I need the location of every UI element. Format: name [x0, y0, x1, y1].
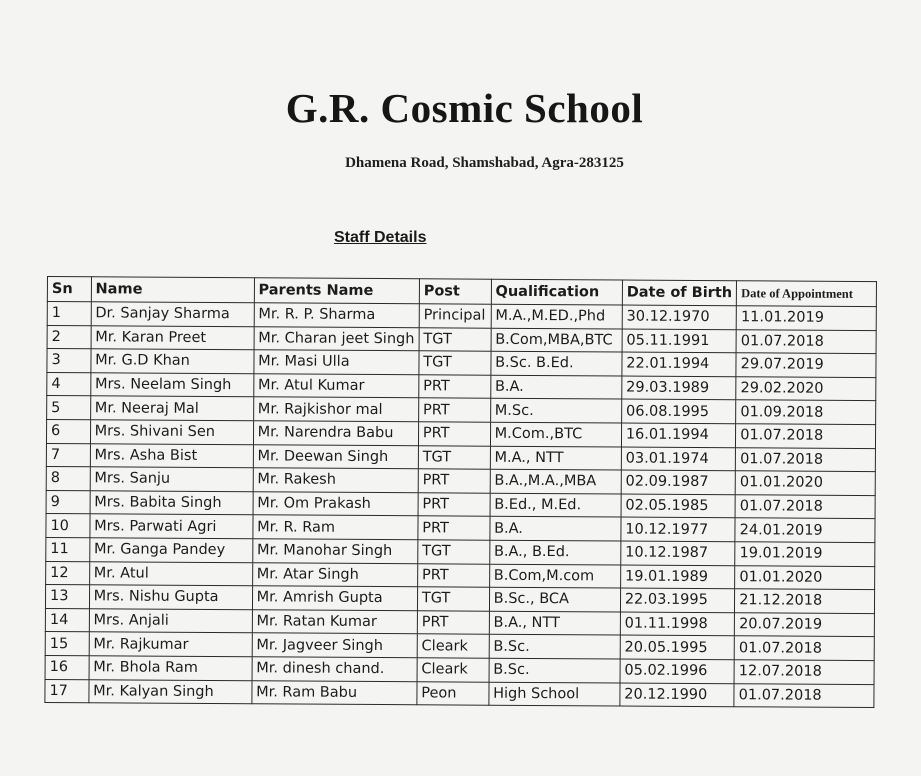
cell-name: Mrs. Nishu Gupta: [89, 585, 252, 610]
cell-parents-name: Mr. Jagveer Singh: [252, 633, 417, 658]
cell-date-of-appointment: 01.07.2018: [736, 424, 876, 448]
cell-date-of-birth: 22.03.1995: [620, 588, 735, 612]
cell-date-of-appointment: 29.02.2020: [736, 376, 876, 400]
cell-post: TGT: [418, 445, 490, 469]
cell-date-of-appointment: 21.12.2018: [735, 589, 875, 613]
cell-date-of-birth: 22.01.1994: [622, 352, 737, 376]
cell-qualification: B.Sc.: [489, 635, 620, 659]
cell-name: Mr. Ganga Pandey: [89, 538, 252, 563]
cell-name: Mrs. Shivani Sen: [90, 420, 253, 445]
cell-date-of-birth: 16.01.1994: [621, 423, 736, 447]
cell-qualification: B.Sc., BCA: [489, 587, 620, 611]
cell-sn: 2: [47, 325, 91, 349]
cell-name: Mrs. Anjali: [89, 608, 252, 633]
section-title: Staff Details: [334, 229, 427, 246]
cell-post: PRT: [418, 493, 490, 517]
cell-name: Mrs. Parwati Agri: [90, 514, 253, 539]
cell-name: Mrs. Sanju: [90, 467, 253, 492]
cell-qualification: B.A.: [490, 375, 621, 399]
cell-qualification: B.Sc.: [489, 658, 620, 682]
cell-date-of-appointment: 01.01.2020: [735, 471, 875, 495]
cell-name: Mr. Atul: [89, 561, 252, 586]
column-header-sn: Sn: [47, 277, 91, 302]
cell-qualification: B.A., B.Ed.: [489, 540, 620, 564]
cell-parents-name: Mr. Amrish Gupta: [252, 586, 417, 611]
cell-sn: 7: [46, 443, 90, 467]
cell-date-of-birth: 06.08.1995: [621, 399, 736, 423]
cell-post: PRT: [418, 516, 490, 540]
cell-post: TGT: [419, 351, 491, 375]
school-address: Dhamena Road, Shamshabad, Agra-283125: [345, 155, 624, 171]
column-header-date-of-appointment: Date of Appointment: [737, 281, 877, 307]
cell-sn: 16: [45, 655, 89, 679]
cell-qualification: B.A., NTT: [489, 611, 620, 635]
table-row: [45, 679, 874, 708]
cell-sn: 17: [45, 679, 89, 703]
cell-sn: 1: [47, 302, 91, 326]
cell-qualification: B.Com,M.com: [489, 564, 620, 588]
cell-qualification: B.A.: [490, 517, 621, 541]
column-header-parents-name: Parents Name: [254, 278, 419, 304]
school-title: G.R. Cosmic School: [285, 85, 644, 131]
cell-date-of-appointment: 01.07.2018: [734, 636, 874, 660]
cell-post: PRT: [417, 563, 489, 587]
cell-date-of-appointment: 19.01.2019: [735, 542, 875, 566]
column-header-date-of-birth: Date of Birth: [622, 280, 737, 306]
cell-date-of-appointment: 29.07.2019: [736, 353, 876, 377]
cell-parents-name: Mr. Rajkishor mal: [253, 397, 418, 422]
cell-qualification: B.Sc. B.Ed.: [491, 351, 622, 375]
cell-name: Mr. Rajkumar: [89, 632, 252, 657]
cell-qualification: B.Com,MBA,BTC: [491, 328, 622, 352]
cell-date-of-birth: 29.03.1989: [622, 376, 737, 400]
cell-name: Mr. Bhola Ram: [89, 656, 252, 681]
cell-qualification: High School: [489, 682, 620, 706]
cell-date-of-appointment: 01.01.2020: [735, 565, 875, 589]
cell-date-of-birth: 01.11.1998: [620, 612, 735, 636]
cell-date-of-appointment: 01.07.2018: [736, 329, 876, 353]
cell-parents-name: Mr. Atul Kumar: [253, 374, 418, 399]
cell-date-of-appointment: 20.07.2019: [735, 612, 875, 636]
cell-date-of-birth: 05.02.1996: [620, 659, 735, 683]
cell-date-of-birth: 10.12.1987: [621, 541, 736, 565]
cell-parents-name: Mr. Atar Singh: [252, 562, 417, 587]
cell-sn: 9: [46, 490, 90, 514]
cell-date-of-appointment: 01.07.2018: [734, 683, 874, 707]
cell-parents-name: Mr. Om Prakash: [253, 492, 418, 517]
cell-date-of-appointment: 01.07.2018: [736, 447, 876, 471]
cell-post: PRT: [418, 469, 490, 493]
cell-date-of-appointment: 12.07.2018: [734, 660, 874, 684]
cell-qualification: M.A., NTT: [490, 446, 621, 470]
cell-qualification: M.A.,M.ED.,Phd: [491, 304, 622, 328]
cell-post: Cleark: [417, 634, 489, 658]
cell-date-of-birth: 03.01.1974: [621, 447, 736, 471]
cell-sn: 10: [46, 514, 90, 538]
cell-sn: 12: [46, 561, 90, 585]
cell-sn: 11: [46, 537, 90, 561]
cell-parents-name: Mr. dinesh chand.: [252, 657, 417, 682]
cell-parents-name: Mr. R. Ram: [253, 515, 418, 540]
cell-name: Mr. Neeraj Mal: [90, 396, 253, 421]
cell-parents-name: Mr. Ram Babu: [252, 680, 417, 705]
cell-sn: 6: [46, 419, 90, 443]
cell-sn: 8: [46, 467, 90, 491]
cell-parents-name: Mr. Manohar Singh: [252, 539, 417, 564]
cell-qualification: M.Sc.: [490, 399, 621, 423]
cell-sn: 13: [45, 585, 89, 609]
staff-table: [44, 276, 877, 708]
cell-parents-name: Mr. R. P. Sharma: [254, 303, 419, 328]
column-header-qualification: Qualification: [491, 279, 622, 305]
cell-name: Dr. Sanjay Sharma: [91, 302, 254, 327]
cell-date-of-appointment: 11.01.2019: [736, 306, 876, 330]
cell-sn: 4: [47, 372, 91, 396]
cell-name: Mrs. Neelam Singh: [90, 373, 253, 398]
cell-parents-name: Mr. Masi Ulla: [254, 350, 419, 375]
cell-qualification: M.Com.,BTC: [490, 422, 621, 446]
cell-parents-name: Mr. Charan jeet Singh: [254, 326, 419, 351]
column-header-name: Name: [91, 277, 254, 303]
cell-date-of-birth: 20.05.1995: [620, 635, 735, 659]
cell-post: PRT: [418, 398, 490, 422]
cell-post: Principal: [419, 304, 491, 328]
cell-date-of-birth: 02.09.1987: [621, 470, 736, 494]
cell-name: Mr. G.D Khan: [91, 349, 254, 374]
cell-date-of-birth: 10.12.1977: [621, 517, 736, 541]
column-header-post: Post: [419, 279, 491, 304]
cell-date-of-birth: 05.11.1991: [622, 329, 737, 353]
cell-sn: 14: [45, 608, 89, 632]
cell-date-of-birth: 30.12.1970: [622, 305, 737, 329]
cell-date-of-appointment: 01.09.2018: [736, 400, 876, 424]
cell-post: PRT: [417, 610, 489, 634]
cell-post: TGT: [418, 540, 490, 564]
cell-parents-name: Mr. Ratan Kumar: [252, 609, 417, 634]
cell-date-of-birth: 19.01.1989: [620, 565, 735, 589]
cell-name: Mr. Kalyan Singh: [89, 679, 252, 704]
cell-date-of-birth: 02.05.1985: [621, 494, 736, 518]
cell-parents-name: Mr. Rakesh: [253, 468, 418, 493]
cell-sn: 3: [47, 349, 91, 373]
cell-qualification: B.Ed., M.Ed.: [490, 493, 621, 517]
cell-name: Mrs. Asha Bist: [90, 443, 253, 468]
cell-post: PRT: [418, 422, 490, 446]
cell-date-of-appointment: 24.01.2019: [735, 518, 875, 542]
cell-date-of-appointment: 01.07.2018: [735, 494, 875, 518]
cell-post: PRT: [419, 375, 491, 399]
cell-name: Mrs. Babita Singh: [90, 491, 253, 516]
cell-name: Mr. Karan Preet: [91, 325, 254, 350]
cell-qualification: B.A.,M.A.,MBA: [490, 469, 621, 493]
cell-post: Cleark: [417, 658, 489, 682]
cell-post: TGT: [417, 587, 489, 611]
cell-post: TGT: [419, 327, 491, 351]
cell-parents-name: Mr. Narendra Babu: [253, 421, 418, 446]
cell-parents-name: Mr. Deewan Singh: [253, 444, 418, 469]
cell-sn: 15: [45, 632, 89, 656]
cell-date-of-birth: 20.12.1990: [620, 683, 735, 707]
cell-sn: 5: [47, 396, 91, 420]
cell-post: Peon: [417, 681, 489, 705]
